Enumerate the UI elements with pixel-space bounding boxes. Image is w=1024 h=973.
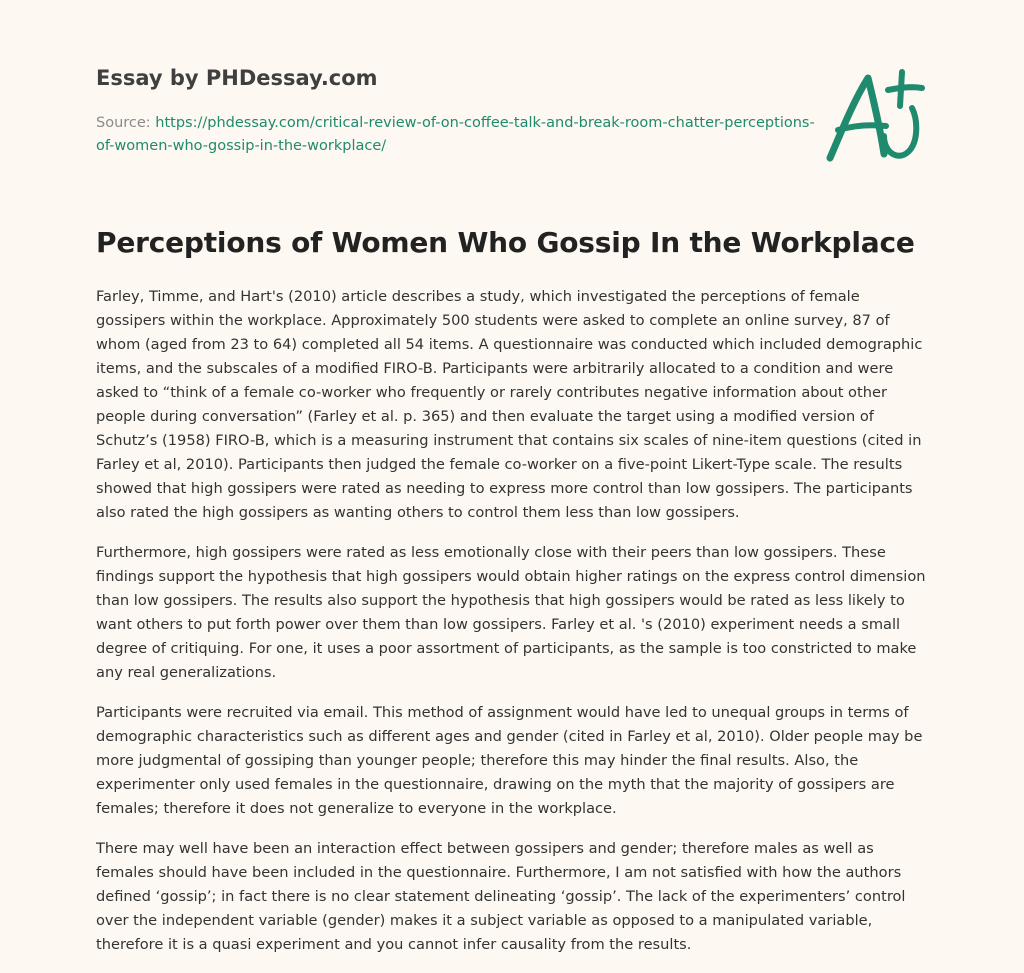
paragraph: Participants were recruited via email. This method of assignment would have led to unequal groups in terms of demographic characteristics such as different ages and gender (cited in Farley et al, 2010). Older people may be more judgmental of gossiping than younger people; therefore this may hinder the final results. Also, the experimenter only used females in the questionnaire, drawing on the myth that the majority of gossipers are females; therefore it does not generalize to everyone in the workplace. bbox=[96, 704, 923, 817]
source-line bbox=[96, 112, 816, 158]
paragraph: There may well have been an interaction effect between gossipers and gender; therefore males as well as females should have been included in the questionnaire. Furthermore, I am not satisfied with how the authors defined ‘gossip’; in fact there is no clear statement delineating ‘gossip’. The lack of the experimenters’ control over the independent variable (gender) makes it a subject variable as opposed to a manipulated variable, therefore it is a quasi experiment and you cannot infer causality from the results. bbox=[96, 840, 906, 953]
source-link[interactable]: https://phdessay.com/critical-review-of-on-coffee-talk-and-break-room-chatter-perceptions-of-women-who-gossip-in-the-workplace/ bbox=[96, 115, 815, 154]
a-plus-grade-icon bbox=[820, 64, 932, 168]
site-title: Essay by PHDessay.com bbox=[96, 66, 378, 90]
article-body bbox=[96, 285, 932, 973]
a-plus-logo-svg bbox=[820, 64, 932, 168]
paragraph: Farley, Timme, and Hart's (2010) article describes a study, which investigated the perceptions of female gossipers within the workplace. Approximately 500 students were asked to complete an online survey, 87 of whom (aged from 23 to 64) completed all 54 items. A questionnaire was conducted which included demographic items, and the subscales of a modified FIRO-B. Participants were arbitrarily allocated to a condition and were asked to “think of a female co-worker who frequently or rarely contributes negative information about other people during conversation” (Farley et al. p. 365) and then evaluate the target using a modified version of Schutz’s (1958) FIRO-B, which is a measuring instrument that contains six scales of nine-item questions (cited in Farley et al, 2010). Participants then judged the female co-worker on a five-point Likert-Type scale. The results showed that high gossipers were rated as needing to express more control than low gossipers. The participants also rated the high gossipers as wanting others to control them less than low gossipers. bbox=[96, 288, 923, 521]
paragraph: Furthermore, high gossipers were rated as less emotionally close with their peers than low gossipers. These findings support the hypothesis that high gossipers would obtain higher ratings on the express control dimension than low gossipers. The results also support the hypothesis that high gossipers would be rated as less likely to want others to put forth power over them than low gossipers. Farley et al. 's (2010) experiment needs a small degree of critiquing. For one, it uses a poor assortment of participants, as the sample is too constricted to make any real generalizations. bbox=[96, 544, 926, 681]
source-label: Source: bbox=[96, 115, 151, 131]
page-title: Perceptions of Women Who Gossip In the Workplace bbox=[96, 226, 915, 259]
